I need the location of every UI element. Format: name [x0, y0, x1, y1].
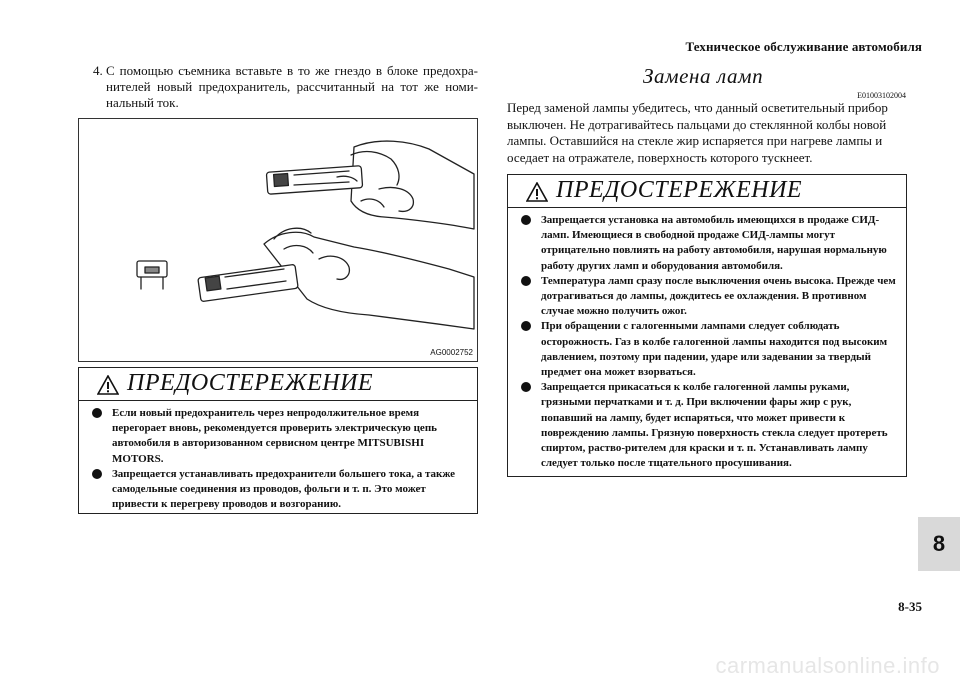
- watermark: carmanualsonline.info: [715, 653, 940, 678]
- step-text: С помощью съемника вставьте в то же гнездо в блоке предохра-нителей новый предохранитель, рассчитанный на тот же номи-нальный ток.: [106, 63, 478, 110]
- page-number: 8-35: [898, 599, 922, 614]
- warning-item: Если новый предохранитель через непродолжительное время перегорает вновь, рекомендуется проверить электрическую цепь автомобиля в авторизованном сервисном центре MITSUBISHI MOTORS.: [112, 406, 469, 467]
- warning-header: [79, 368, 477, 401]
- running-header: Техническое обслуживание автомобиля: [685, 39, 922, 54]
- warning-item: Запрещается установка на автомобиль имеющихся в продаже СИД-ламп. Имеющиеся в свободной продаже СИД-лампы могут отрицательно повлиять на работу автомобиля, нарушая нормальную работу других ламп и оборудования автомобиля.: [541, 213, 898, 274]
- warning-box-fuse: [78, 367, 478, 514]
- bullet-icon: [521, 382, 531, 392]
- warning-header: [508, 175, 906, 208]
- bullet-icon: [92, 469, 102, 479]
- warning-item: Запрещается прикасаться к колбе галогенной лампы руками, грязными перчатками и т. д. При включении фары жир с рук, попавший на лампу, будет испаряться, что может привести к повреждению лампы. Грязную поверхность стекла следует протереть спиртом, раство-рителем для краски и т. п. Устанавливать лампу следует только после тщательного просушивания.: [541, 380, 898, 471]
- fuse-puller-drawing: [79, 119, 479, 363]
- step-4: [82, 63, 478, 111]
- warning-title: ПРЕДОСТЕРЕЖЕНИЕ: [127, 370, 374, 396]
- bullet-icon: [92, 408, 102, 418]
- warning-triangle-icon: [97, 375, 119, 395]
- warning-item: Запрещается устанавливать предохранители большего тока, а также самодельные соединения из проводов, фольги и т. п. Это может привести к перегреву проводов и возгоранию.: [112, 467, 469, 513]
- step-number: 4.: [93, 63, 103, 78]
- section-intro: Перед заменой лампы убедитесь, что данный осветительный прибор выключен. Не дотрагивайтесь пальцами до стеклянной колбы новой лампы. Оставшийся на стекле жир испаряется при нагреве лампы и оседает на отражателе, поверхность которого тускнеет.: [507, 100, 888, 165]
- figure-code: AG0002752: [430, 348, 473, 357]
- bullet-icon: [521, 215, 531, 225]
- warning-item: Температура ламп сразу после выключения очень высока. Прежде чем дотрагиваться до лампы, дождитесь ее охлаждения. В противном случае можно получить ожог.: [541, 274, 898, 320]
- warning-triangle-icon: [526, 182, 548, 202]
- fuse-puller-illustration: [78, 118, 478, 362]
- warning-list: [508, 208, 906, 471]
- warning-title: ПРЕДОСТЕРЕЖЕНИЕ: [556, 177, 803, 203]
- bullet-icon: [521, 276, 531, 286]
- warning-box-lamps: [507, 174, 907, 477]
- section-code: E01003102004: [857, 91, 906, 100]
- chapter-tab: 8: [918, 517, 960, 571]
- section-title: Замена ламп: [643, 64, 764, 88]
- warning-list: [79, 401, 477, 512]
- warning-item: При обращении с галогенными лампами следует соблюдать осторожность. Газ в колбе галогенной лампы находится под высоким давлением, поэтому при падении, ударе или задевании за твердый предмет она может взорваться.: [541, 319, 898, 380]
- bullet-icon: [521, 321, 531, 331]
